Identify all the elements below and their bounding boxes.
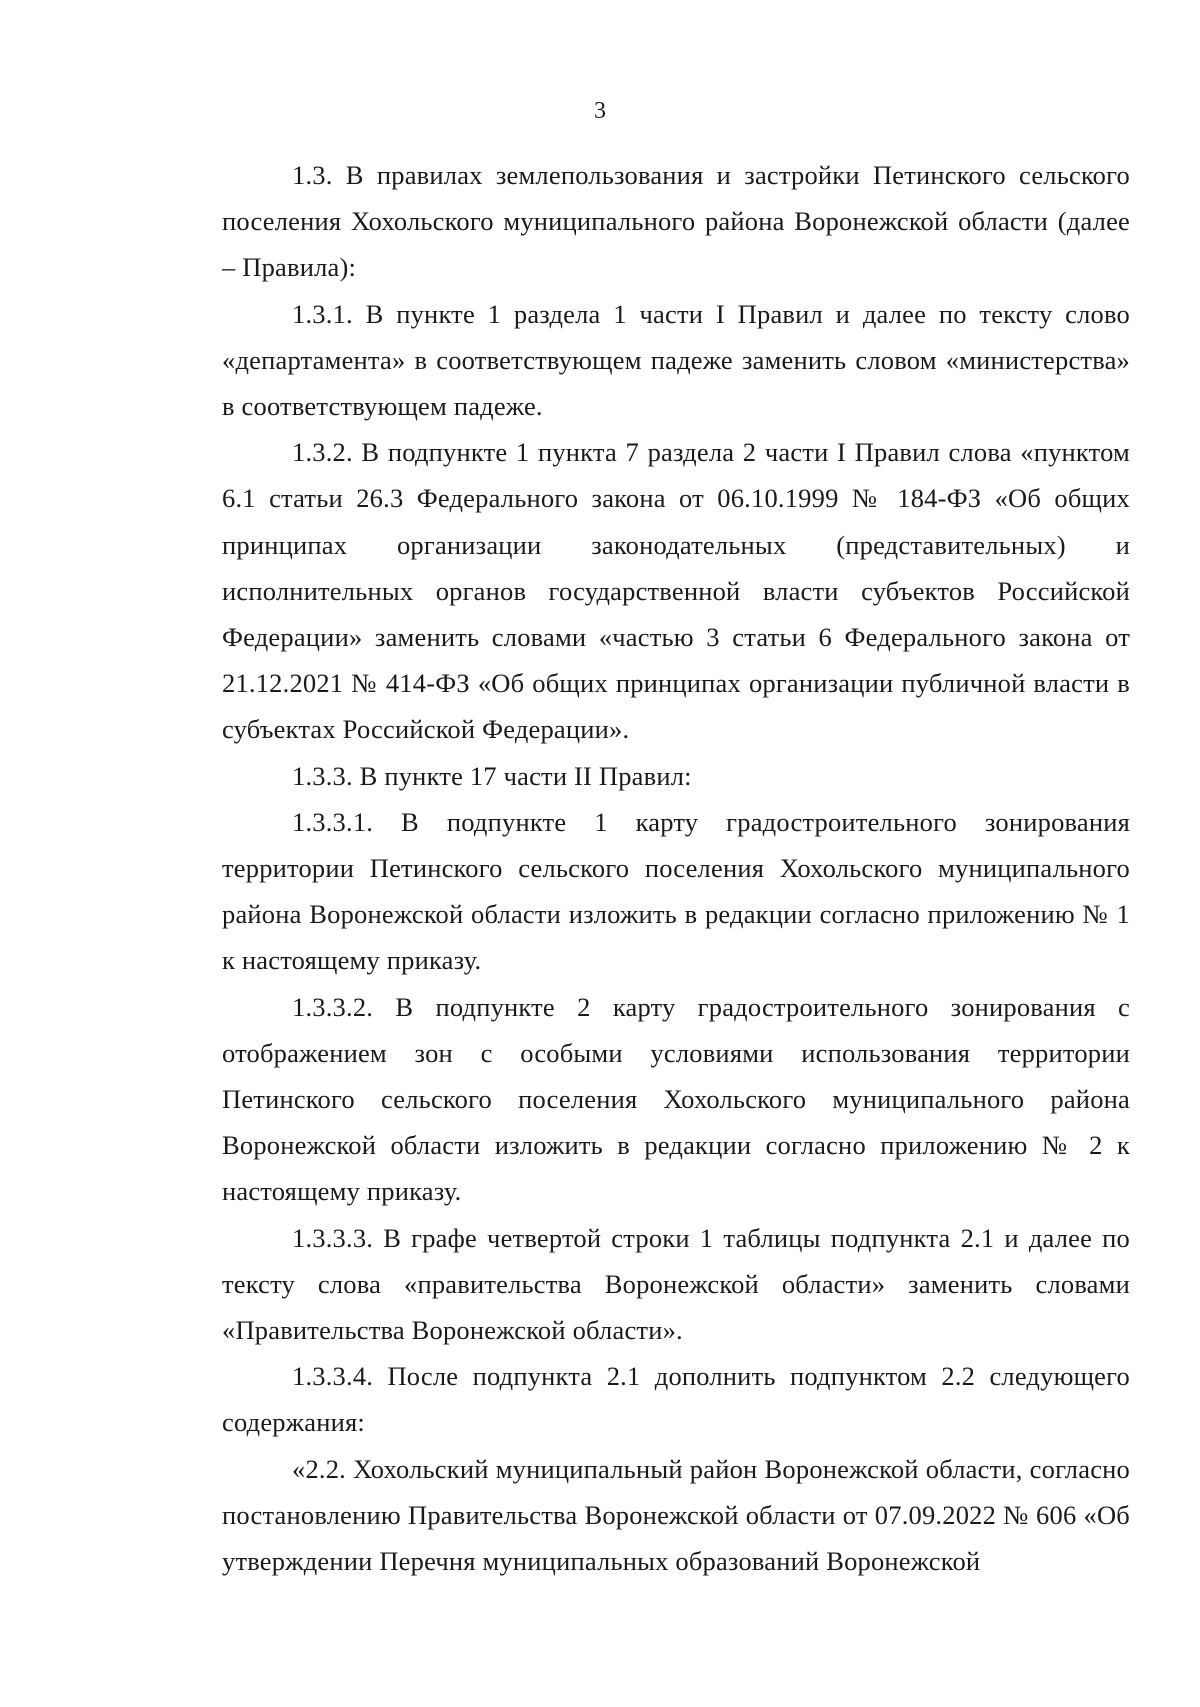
paragraph-quoted-2-2: «2.2. Хохольский муниципальный район Воронежской области, согласно постановлению Правительства Воронежской области от 07.09.2022 № 606 «Об утверждении Перечня муниципальных образований Воронежской <box>222 1453 1130 1577</box>
page-number: 3 <box>594 98 606 124</box>
paragraph-1-3-3: 1.3.3. В пункте 17 части II Правил: <box>292 760 692 791</box>
paragraph-1-3-3-2: 1.3.3.2. В подпункте 2 карту градостроительного зонирования с отображением зон с особыми условиями использования территории Петинского сельского поселения Хохольского муниципального района Воронежской области изложить в редакции согласно приложению № 2 к настоящему приказу. <box>222 991 1130 1207</box>
paragraph-1-3-3-3: 1.3.3.3. В графе четвертой строки 1 таблицы подпункта 2.1 и далее по тексту слова «правительства Воронежской области» заменить словами «Правительства Воронежской области». <box>222 1222 1130 1346</box>
paragraph-1-3-1: 1.3.1. В пункте 1 раздела 1 части I Правил и далее по тексту слово «департамента» в соответствующем падеже заменить словом «министерства» в соответствующем падеже. <box>222 298 1130 422</box>
paragraph-1-3-3-1: 1.3.3.1. В подпункте 1 карту градостроительного зонирования территории Петинского сельского поселения Хохольского муниципального района Воронежской области изложить в редакции согласно приложению № 1 к настоящему приказу. <box>222 806 1130 976</box>
paragraph-1-3: 1.3. В правилах землепользования и застройки Петинского сельского поселения Хохольского муниципального района Воронежской области (далее – Правила): <box>222 160 1130 283</box>
paragraph-1-3-3-4: 1.3.3.4. После подпункта 2.1 дополнить подпунктом 2.2 следующего содержания: <box>222 1361 1130 1438</box>
paragraph-1-3-2: 1.3.2. В подпункте 1 пункта 7 раздела 2 части I Правил слова «пунктом 6.1 статьи 26.3 Федерального закона от 06.10.1999 № 184-ФЗ «Об общих принципах организации законодательных (представительных) и исполнительных органов государственной власти субъектов Российской Федерации» заменить словами «частью 3 статьи 6 Федерального закона от 21.12.2021 № 414-ФЗ «Об общих принципах организации публичной власти в субъектах Российской Федерации». <box>222 437 1130 745</box>
document-body <box>222 152 1130 1584</box>
